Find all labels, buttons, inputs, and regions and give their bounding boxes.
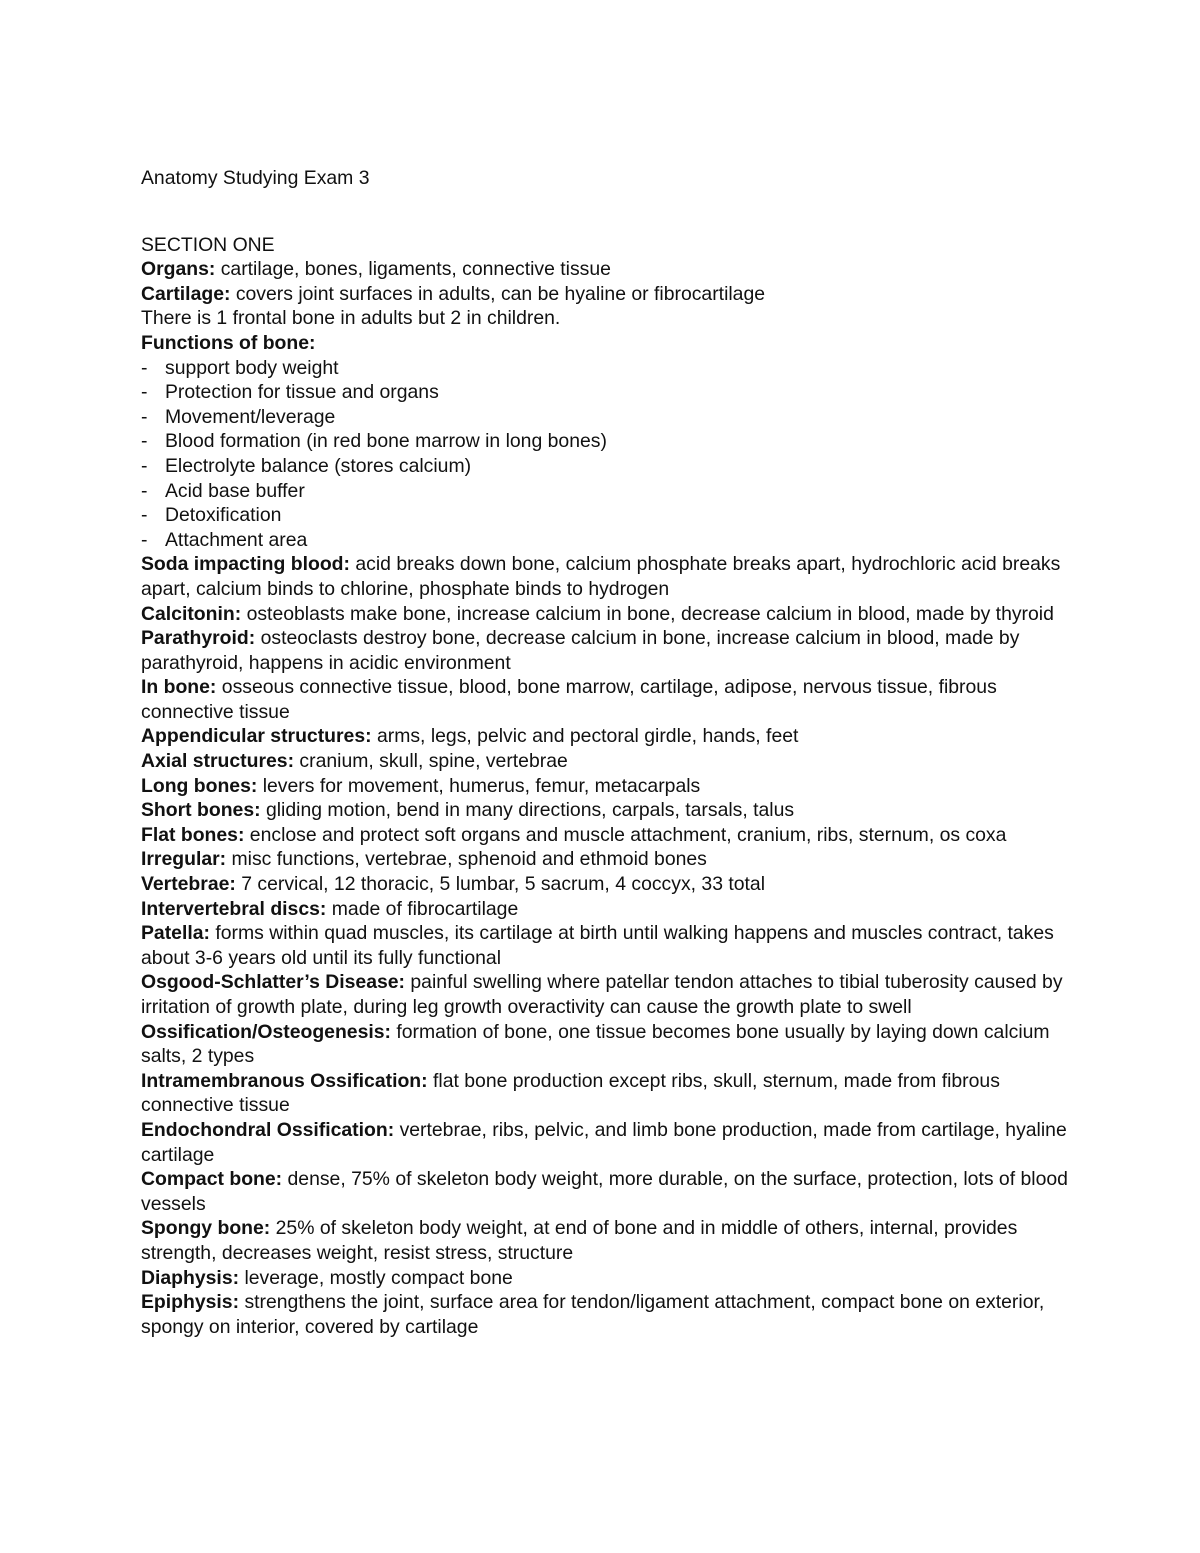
definition-entry	[141, 970, 1071, 1019]
definition-text: made of fibrocartilage	[326, 897, 519, 920]
bullet-dash: -	[141, 430, 148, 453]
definition-term: Intervertebral discs:	[141, 897, 327, 920]
definition-text: dense, 75% of skeleton body weight, more durable, on the surface, protection, lots of blood vessels	[141, 1168, 1068, 1215]
list-item-text: Movement/leverage	[165, 405, 336, 428]
definition-entry	[141, 1069, 1071, 1118]
definition-entry	[141, 257, 1071, 282]
definition-term: Osgood-Schlatter’s Disease:	[141, 971, 406, 994]
definition-term: Calcitonin:	[141, 602, 242, 625]
list-item	[141, 380, 1071, 405]
definition-text: levers for movement, humerus, femur, metacarpals	[257, 774, 701, 797]
definition-term: Organs:	[141, 258, 216, 281]
definition-entry	[141, 749, 1071, 774]
definition-term: Ossification/Osteogenesis:	[141, 1020, 391, 1043]
definition-term: Patella:	[141, 922, 210, 945]
list-item	[141, 356, 1071, 381]
definition-entry	[141, 1020, 1071, 1069]
definition-term: Intramembranous Ossification:	[141, 1069, 428, 1092]
section-heading: SECTION ONE	[141, 233, 275, 256]
definition-text: painful swelling where patellar tendon attaches to tibial tuberosity caused by irritation of growth plate, during leg growth overactivity can cause the growth plate to swell	[141, 971, 1063, 1018]
definition-entry	[141, 872, 1071, 897]
definition-entry	[141, 921, 1071, 970]
definition-text: acid breaks down bone, calcium phosphate breaks apart, hydrochloric acid breaks apart, calcium binds to chlorine, phosphate binds to hydrogen	[141, 553, 1061, 600]
definition-text: osseous connective tissue, blood, bone marrow, cartilage, adipose, nervous tissue, fibrous connective tissue	[141, 676, 997, 723]
definition-text: There is 1 frontal bone in adults but 2 in children.	[141, 307, 561, 330]
definition-text: enclose and protect soft organs and muscle attachment, cranium, ribs, sternum, os coxa	[244, 823, 1007, 846]
definition-term: Soda impacting blood:	[141, 553, 350, 576]
definition-term: Appendicular structures:	[141, 725, 372, 748]
definition-term: Short bones:	[141, 799, 261, 822]
definition-entry	[141, 1266, 1071, 1291]
bullet-dash: -	[141, 479, 148, 502]
definition-entry	[141, 1118, 1071, 1167]
list-item	[141, 454, 1071, 479]
definition-text: formation of bone, one tissue becomes bone usually by laying down calcium salts, 2 types	[141, 1020, 1050, 1068]
definition-term: Diaphysis:	[141, 1266, 240, 1289]
definition-term: Endochondral Ossification:	[141, 1118, 395, 1141]
definition-entry	[141, 798, 1071, 823]
definition-term: Axial structures:	[141, 750, 295, 773]
definition-text: strengthens the joint, surface area for tendon/ligament attachment, compact bone on exterior, spongy on interior, covered by cartilage	[141, 1291, 1045, 1338]
bullet-dash: -	[141, 356, 148, 379]
list-item-text: Acid base buffer	[165, 479, 305, 502]
definition-term: In bone:	[141, 676, 217, 699]
definition-entry	[141, 847, 1071, 872]
definition-term: Parathyroid:	[141, 627, 256, 650]
definition-text: osteoblasts make bone, increase calcium in bone, decrease calcium in blood, made by thyroid	[241, 602, 1054, 625]
definition-entry	[141, 602, 1071, 627]
definition-text: osteoclasts destroy bone, decrease calcium in bone, increase calcium in blood, made by parathyroid, happens in acidic environment	[141, 627, 1020, 674]
definition-entry	[141, 1216, 1071, 1265]
list-item-text: Electrolyte balance (stores calcium)	[165, 454, 472, 477]
definition-entry	[141, 897, 1071, 922]
definition-text: cranium, skull, spine, vertebrae	[294, 750, 568, 773]
list-item	[141, 528, 1071, 553]
list-item	[141, 405, 1071, 430]
list-item	[141, 479, 1071, 504]
definition-text: vertebrae, ribs, pelvic, and limb bone production, made from cartilage, hyaline cartilage	[141, 1118, 1067, 1166]
definition-entry	[141, 331, 1071, 356]
list-item-text: Detoxification	[165, 504, 282, 527]
definition-entry	[141, 675, 1071, 724]
definitions-before-list	[141, 257, 1071, 355]
definition-text: arms, legs, pelvic and pectoral girdle, hands, feet	[371, 725, 799, 748]
definition-term: Vertebrae:	[141, 873, 236, 896]
definition-entry	[141, 306, 1071, 331]
definition-term: Spongy bone:	[141, 1217, 271, 1240]
bullet-dash: -	[141, 381, 148, 404]
definition-text: 25% of skeleton body weight, at end of bone and in middle of others, internal, provides strength, decreases weight, resist stress, structure	[141, 1217, 1018, 1264]
list-item-text: support body weight	[165, 356, 339, 379]
list-item	[141, 503, 1071, 528]
definition-text: forms within quad muscles, its cartilage at birth until walking happens and muscles contract, takes about 3-6 years old until its fully functional	[141, 922, 1054, 969]
definitions-after-list	[141, 552, 1071, 1339]
bone-functions-list	[141, 356, 1071, 553]
definition-term: Irregular:	[141, 848, 227, 871]
definition-text: covers joint surfaces in adults, can be hyaline or fibrocartilage	[230, 282, 766, 305]
list-item-text: Attachment area	[165, 528, 308, 551]
bullet-dash: -	[141, 405, 148, 428]
definition-entry	[141, 552, 1071, 601]
definition-entry	[141, 724, 1071, 749]
definition-text: flat bone production except ribs, skull, sternum, made from fibrous connective tissue	[141, 1069, 1000, 1117]
bullet-dash: -	[141, 528, 148, 551]
definition-term: Flat bones:	[141, 823, 245, 846]
definition-entry	[141, 282, 1071, 307]
definition-entry	[141, 823, 1071, 848]
list-item-text: Protection for tissue and organs	[165, 381, 439, 404]
definition-term: Epiphysis:	[141, 1291, 240, 1314]
definition-term: Compact bone:	[141, 1168, 283, 1191]
definition-term: Cartilage:	[141, 282, 231, 305]
document-page	[141, 166, 1071, 1339]
definition-entry	[141, 1167, 1071, 1216]
definition-text: leverage, mostly compact bone	[239, 1266, 513, 1289]
definition-term: Long bones:	[141, 774, 258, 797]
definition-term: Functions of bone:	[141, 331, 316, 354]
list-item	[141, 429, 1071, 454]
definition-text: gliding motion, bend in many directions, carpals, tarsals, talus	[260, 799, 795, 822]
definition-entry	[141, 1290, 1071, 1339]
bullet-dash: -	[141, 504, 148, 527]
definition-entry	[141, 626, 1071, 675]
bullet-dash: -	[141, 454, 148, 477]
definition-text: 7 cervical, 12 thoracic, 5 lumbar, 5 sacrum, 4 coccyx, 33 total	[235, 873, 766, 896]
definition-text: misc functions, vertebrae, sphenoid and ethmoid bones	[226, 848, 707, 871]
definition-entry	[141, 774, 1071, 799]
definition-text: cartilage, bones, ligaments, connective tissue	[215, 258, 611, 281]
document-title: Anatomy Studying Exam 3	[141, 167, 370, 189]
list-item-text: Blood formation (in red bone marrow in long bones)	[165, 430, 607, 453]
